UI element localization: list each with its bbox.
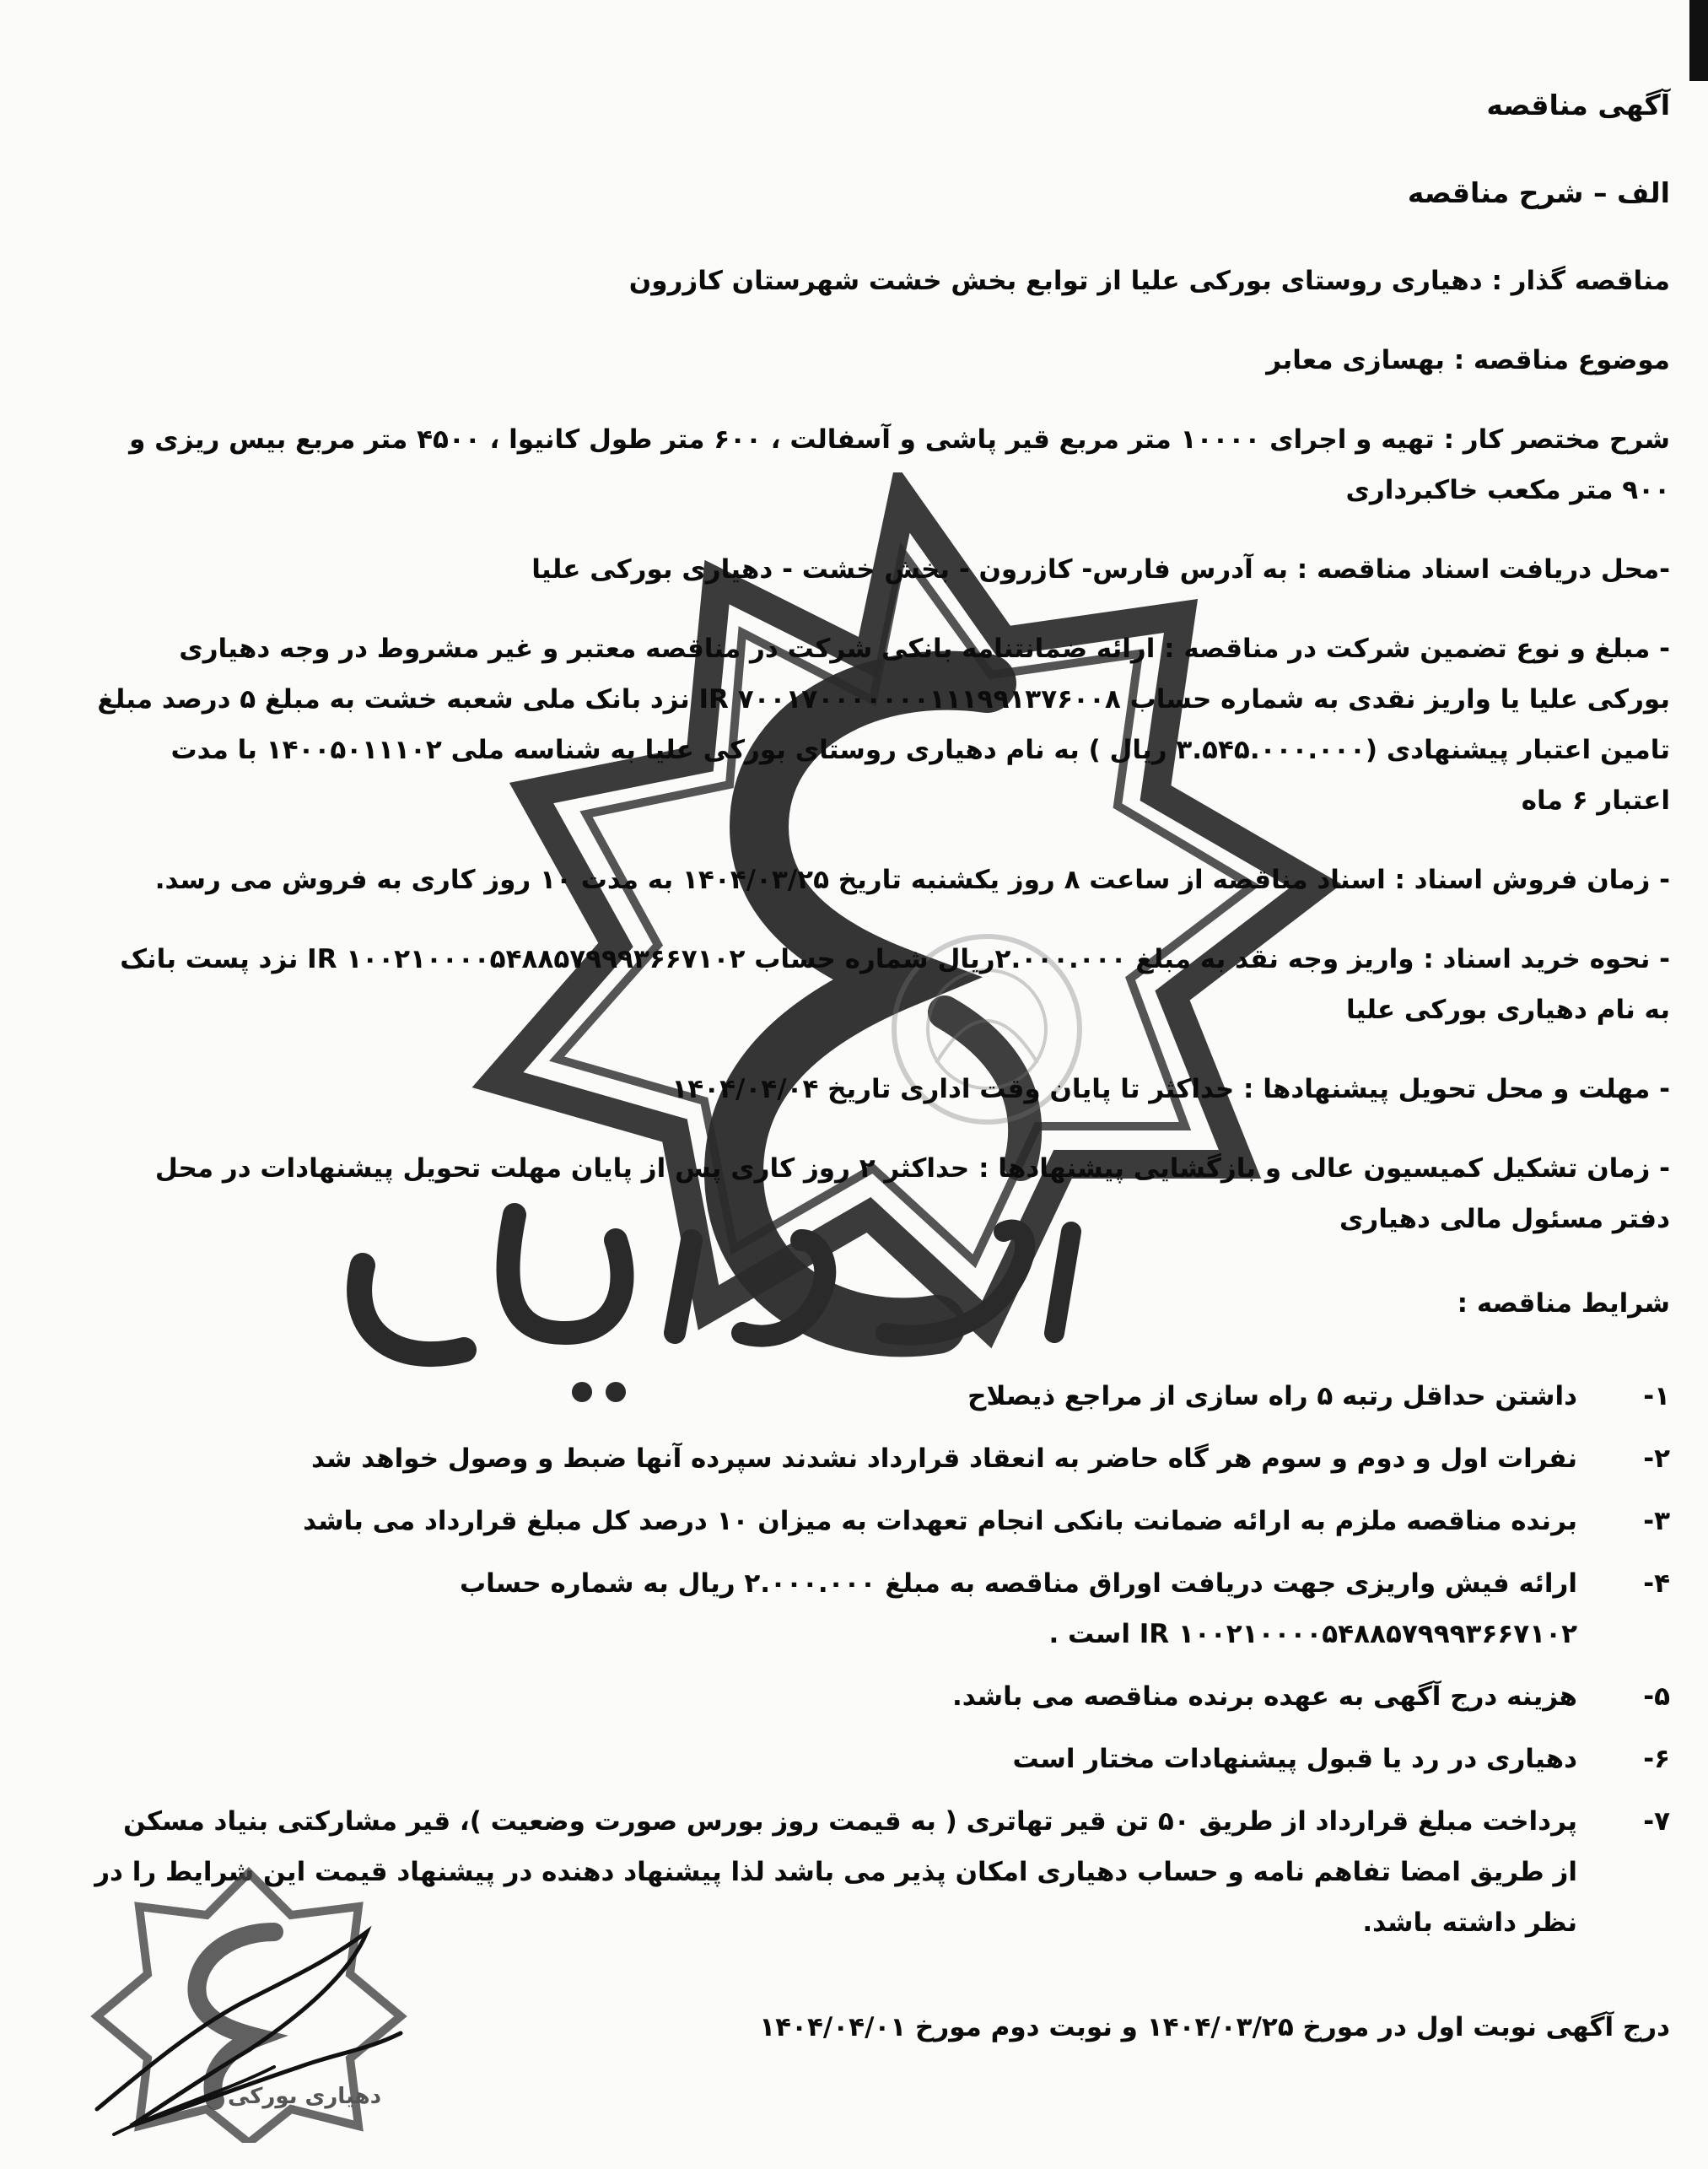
field-label: موضوع مناقصه : <box>1453 345 1670 375</box>
condition-item <box>93 1496 1670 1546</box>
field-document-location <box>93 544 1670 595</box>
condition-text: پرداخت مبلغ قرارداد از طریق ۵۰ تن قیر تهاتری ( به قیمت روز بورس صورت وضعیت )، قیر مشارکتی بنیاد مسکن از طریق امضا تفاهم نامه و حساب دهیاری امکان پذیر می باشد لذا پیشنهاد دهنده در پیشنهاد قیمت این شرایط را در نظر داشته باشد. <box>94 1806 1577 1938</box>
condition-item <box>93 1433 1670 1484</box>
field-guarantee <box>93 623 1670 826</box>
field-deadline <box>93 1064 1670 1114</box>
condition-number: ۱- <box>1643 1381 1670 1411</box>
field-label: - زمان فروش اسناد : <box>1394 865 1670 895</box>
conditions-title: شرایط مناقصه : <box>1457 1288 1670 1319</box>
condition-item <box>93 1558 1670 1659</box>
field-value: دهیاری روستای بورکی علیا از توابع بخش خشت شهرستان کازرون <box>628 266 1492 296</box>
field-value: ارائه ضمانتنامه بانکی شرکت در مناقصه معتبر و غیر مشروط در وجه دهیاری بورکی علیا یا واریز نقدی به شماره حساب ۷۰۰۱۷۰۰۰۰۰۰۰۱۱۱۹۹۱۳۷۶۰۰۸ IR نزد بانک ملی شعبه خشت به مبلغ ۵ درصد مبلغ تامین اعتبار پیشنهادی (۳.۵۴۵.۰۰۰.۰۰۰ ریال ) به نام دهیاری روستای بورکی علیا به شناسه ملی ۱۴۰۰۵۰۱۱۱۰۲ با مدت اعتبار ۶ ماه <box>97 634 1670 816</box>
condition-number: ۲- <box>1643 1443 1670 1474</box>
field-purchase-method <box>93 934 1670 1035</box>
field-label: - مبلغ و نوع تضمین شرکت در مناقصه : <box>1164 634 1670 664</box>
field-value: به آدرس فارس- کازرون - بخش خشت - دهیاری بورکی علیا <box>531 554 1297 585</box>
field-value: تهیه و اجرای ۱۰۰۰۰ متر مربع قیر پاشی و آسفالت ، ۶۰۰ متر طول کانیوا ، ۴۵۰۰ متر مربع بیس ریزی و ۹۰۰ متر مکعب خاکبرداری <box>129 424 1670 505</box>
section-a-title: الف – شرح مناقصه <box>1407 176 1670 209</box>
condition-number: ۶- <box>1643 1744 1670 1774</box>
field-sale-time <box>93 855 1670 905</box>
condition-text: داشتن حداقل رتبه ۵ راه سازی از مراجع ذیصلاح <box>967 1381 1577 1411</box>
field-label: -محل دریافت اسناد مناقصه : <box>1296 554 1670 585</box>
field-value: حداکثر ۲ روز کاری پس از پایان مهلت تحویل پیشنهادات در محل دفتر مسئول مالی دهیاری <box>154 1153 1670 1234</box>
field-label: شرح مختصر کار : <box>1443 424 1670 455</box>
notice-title: آگهی مناقصه <box>1486 89 1670 121</box>
condition-number: ۵- <box>1643 1681 1670 1712</box>
field-work-summary <box>93 414 1670 515</box>
stamp-text: دهیاری بورکی <box>228 2084 382 2109</box>
field-label: - زمان تشکیل کمیسیون عالی و بازگشایی پیشنهادها : <box>978 1153 1670 1184</box>
field-label: - مهلت و محل تحویل پیشنهادها : <box>1243 1074 1670 1104</box>
condition-number: ۳- <box>1643 1506 1670 1536</box>
condition-item <box>93 1734 1670 1784</box>
condition-text: ارائه فیش واریزی جهت دریافت اوراق مناقصه به مبلغ ۲.۰۰۰.۰۰۰ ریال به شماره حساب ۱۰۰۲۱۰۰۰۰۵۴۸۸۵۷۹۹۹۳۶۶۷۱۰۲ IR است . <box>459 1568 1577 1649</box>
field-tender-subject <box>93 335 1670 386</box>
field-label: - نحوه خرید اسناد : <box>1423 944 1670 974</box>
field-tender-holder <box>93 256 1670 306</box>
tender-notice <box>93 80 1670 2081</box>
condition-number: ۷- <box>1643 1806 1670 1837</box>
condition-item <box>93 1371 1670 1422</box>
scan-edge-mark <box>1689 0 1708 81</box>
field-label: مناقصه گذار : <box>1491 266 1670 296</box>
field-value: واریز وجه نقد به مبلغ ۲.۰۰۰.۰۰۰ریال شماره حساب ۱۰۰۲۱۰۰۰۰۵۴۸۸۵۷۹۹۹۳۶۶۷۱۰۲ IR نزد پست بانک به نام دهیاری بورکی علیا <box>120 944 1670 1025</box>
condition-text: نفرات اول و دوم و سوم هر گاه حاضر به انعقاد قرارداد نشدند سپرده آنها ضبط و وصول خواهد شد <box>311 1443 1577 1474</box>
field-commission <box>93 1143 1670 1244</box>
field-value: حداکثر تا پایان وقت اداری تاریخ ۱۴۰۴/۰۴/۰۴ <box>671 1074 1243 1104</box>
publication-dates: درج آگهی نوبت اول در مورخ ۱۴۰۴/۰۳/۲۵ و نوبت دوم مورخ ۱۴۰۴/۰۴/۰۱ <box>759 2012 1670 2042</box>
condition-text: دهیاری در رد یا قبول پیشنهادات مختار است <box>1012 1744 1577 1774</box>
condition-text: برنده مناقصه ملزم به ارائه ضمانت بانکی انجام تعهدات به میزان ۱۰ درصد کل مبلغ قرارداد می باشد <box>303 1506 1577 1536</box>
field-value: اسناد مناقصه از ساعت ۸ روز یکشنبه تاریخ ۱۴۰۴/۰۳/۲۵ به مدت ۱۰ روز کاری به فروش می رسد. <box>154 865 1395 895</box>
condition-text: هزینه درج آگهی به عهده برنده مناقصه می باشد. <box>952 1681 1577 1712</box>
condition-number: ۴- <box>1643 1568 1670 1599</box>
condition-item <box>93 1671 1670 1722</box>
field-value: بهسازی معابر <box>1266 345 1454 375</box>
